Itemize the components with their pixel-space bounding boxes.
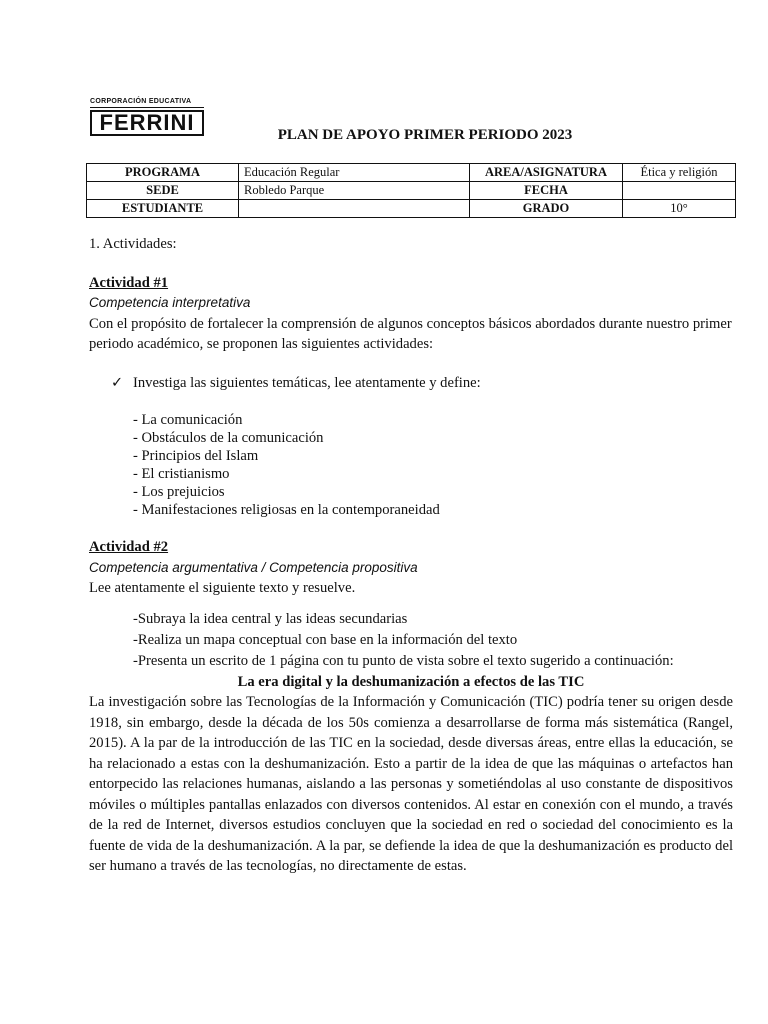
- list-item: -Presenta un escrito de 1 página con tu punto de vista sobre el texto sugerido a continuación:: [133, 652, 674, 669]
- list-item: -Realiza un mapa conceptual con base en la información del texto: [133, 631, 518, 648]
- grado-label: GRADO: [470, 200, 623, 218]
- area-value: Ética y religión: [623, 164, 736, 182]
- table-row: [87, 182, 736, 200]
- activity2-title: Actividad #2: [89, 539, 169, 555]
- list-item: - Principios del Islam: [133, 448, 259, 464]
- list-item: - Los prejuicios: [133, 484, 225, 500]
- list-item: - Manifestaciones religiosas en la contemporaneidad: [133, 502, 440, 518]
- fecha-label: FECHA: [470, 182, 623, 200]
- activity1-topic-list: [89, 411, 733, 519]
- programa-label: PROGRAMA: [87, 164, 239, 182]
- list-item: - El cristianismo: [133, 466, 230, 482]
- table-row: [87, 164, 736, 182]
- document-title: PLAN DE APOYO PRIMER PERIODO 2023: [277, 127, 573, 143]
- info-table: [86, 163, 736, 218]
- logo-top-text: CORPORACIÓN EDUCATIVA: [90, 98, 204, 108]
- grado-value: 10°: [623, 200, 736, 218]
- list-item: - La comunicación: [133, 412, 243, 428]
- estudiante-value: [239, 200, 470, 218]
- area-label: AREA/ASIGNATURA: [470, 164, 623, 182]
- checkmark-icon: ✓: [111, 374, 124, 391]
- estudiante-label: ESTUDIANTE: [87, 200, 239, 218]
- programa-value: Educación Regular: [239, 164, 470, 182]
- fecha-value: [623, 182, 736, 200]
- sede-value: Robledo Parque: [239, 182, 470, 200]
- section-heading: 1. Actividades:: [89, 236, 177, 252]
- activity2-intro: Lee atentamente el siguiente texto y resuelve.: [89, 580, 356, 596]
- document-body: [89, 234, 733, 877]
- activity2-competence: Competencia argumentativa / Competencia propositiva: [89, 559, 418, 575]
- list-item: -Subraya la idea central y las ideas secundarias: [133, 610, 408, 627]
- activity1-instruction-row: [89, 373, 733, 394]
- reading-title: La era digital y la deshumanización a efectos de las TIC: [237, 673, 585, 690]
- activity2-task-list: [89, 609, 733, 672]
- list-item: - Obstáculos de la comunicación: [133, 430, 324, 446]
- logo-main-text: FERRINI: [90, 110, 204, 136]
- activity1-title: Actividad #1: [89, 274, 169, 291]
- table-row: [87, 200, 736, 218]
- sede-label: SEDE: [87, 182, 239, 200]
- activity1-instruction: Investiga las siguientes temáticas, lee atentamente y define:: [133, 374, 481, 391]
- activity1-intro: Con el propósito de fortalecer la comprensión de algunos conceptos básicos abordados durante nuestro primer periodo académico, se proponen las siguientes actividades:: [89, 315, 732, 352]
- activity1-competence: Competencia interpretativa: [89, 295, 251, 310]
- reading-body: La investigación sobre las Tecnologías de la Información y Comunicación (TIC) podría tener su origen desde 1918, sin embargo, desde la década de los 50s comienza a desarrollarse de forma más sistemática (Rangel, 2015). A la par de la introducción de las TIC en la sociedad, desde diversas áreas, entre ellas la educación, se ha relacionado a estas con la deshumanización. Esto a partir de la idea de que las máquinas o artefactos han entorpecido las relaciones humanas, aislando a las personas y sometiéndolas al uso constante de dispositivos móviles o múltiples pantallas enlazados con diversos contenidos. Al estar en conexión con el mundo, a través de la red de Internet, diversos estudios concluyen que la sociedad en red o sociedad del conocimiento es la fuente de vida de la deshumanización. A la par, se defiende la idea de que la deshumanización es producto del ser humano a través de las tecnologías, no directamente de estas.: [89, 694, 733, 874]
